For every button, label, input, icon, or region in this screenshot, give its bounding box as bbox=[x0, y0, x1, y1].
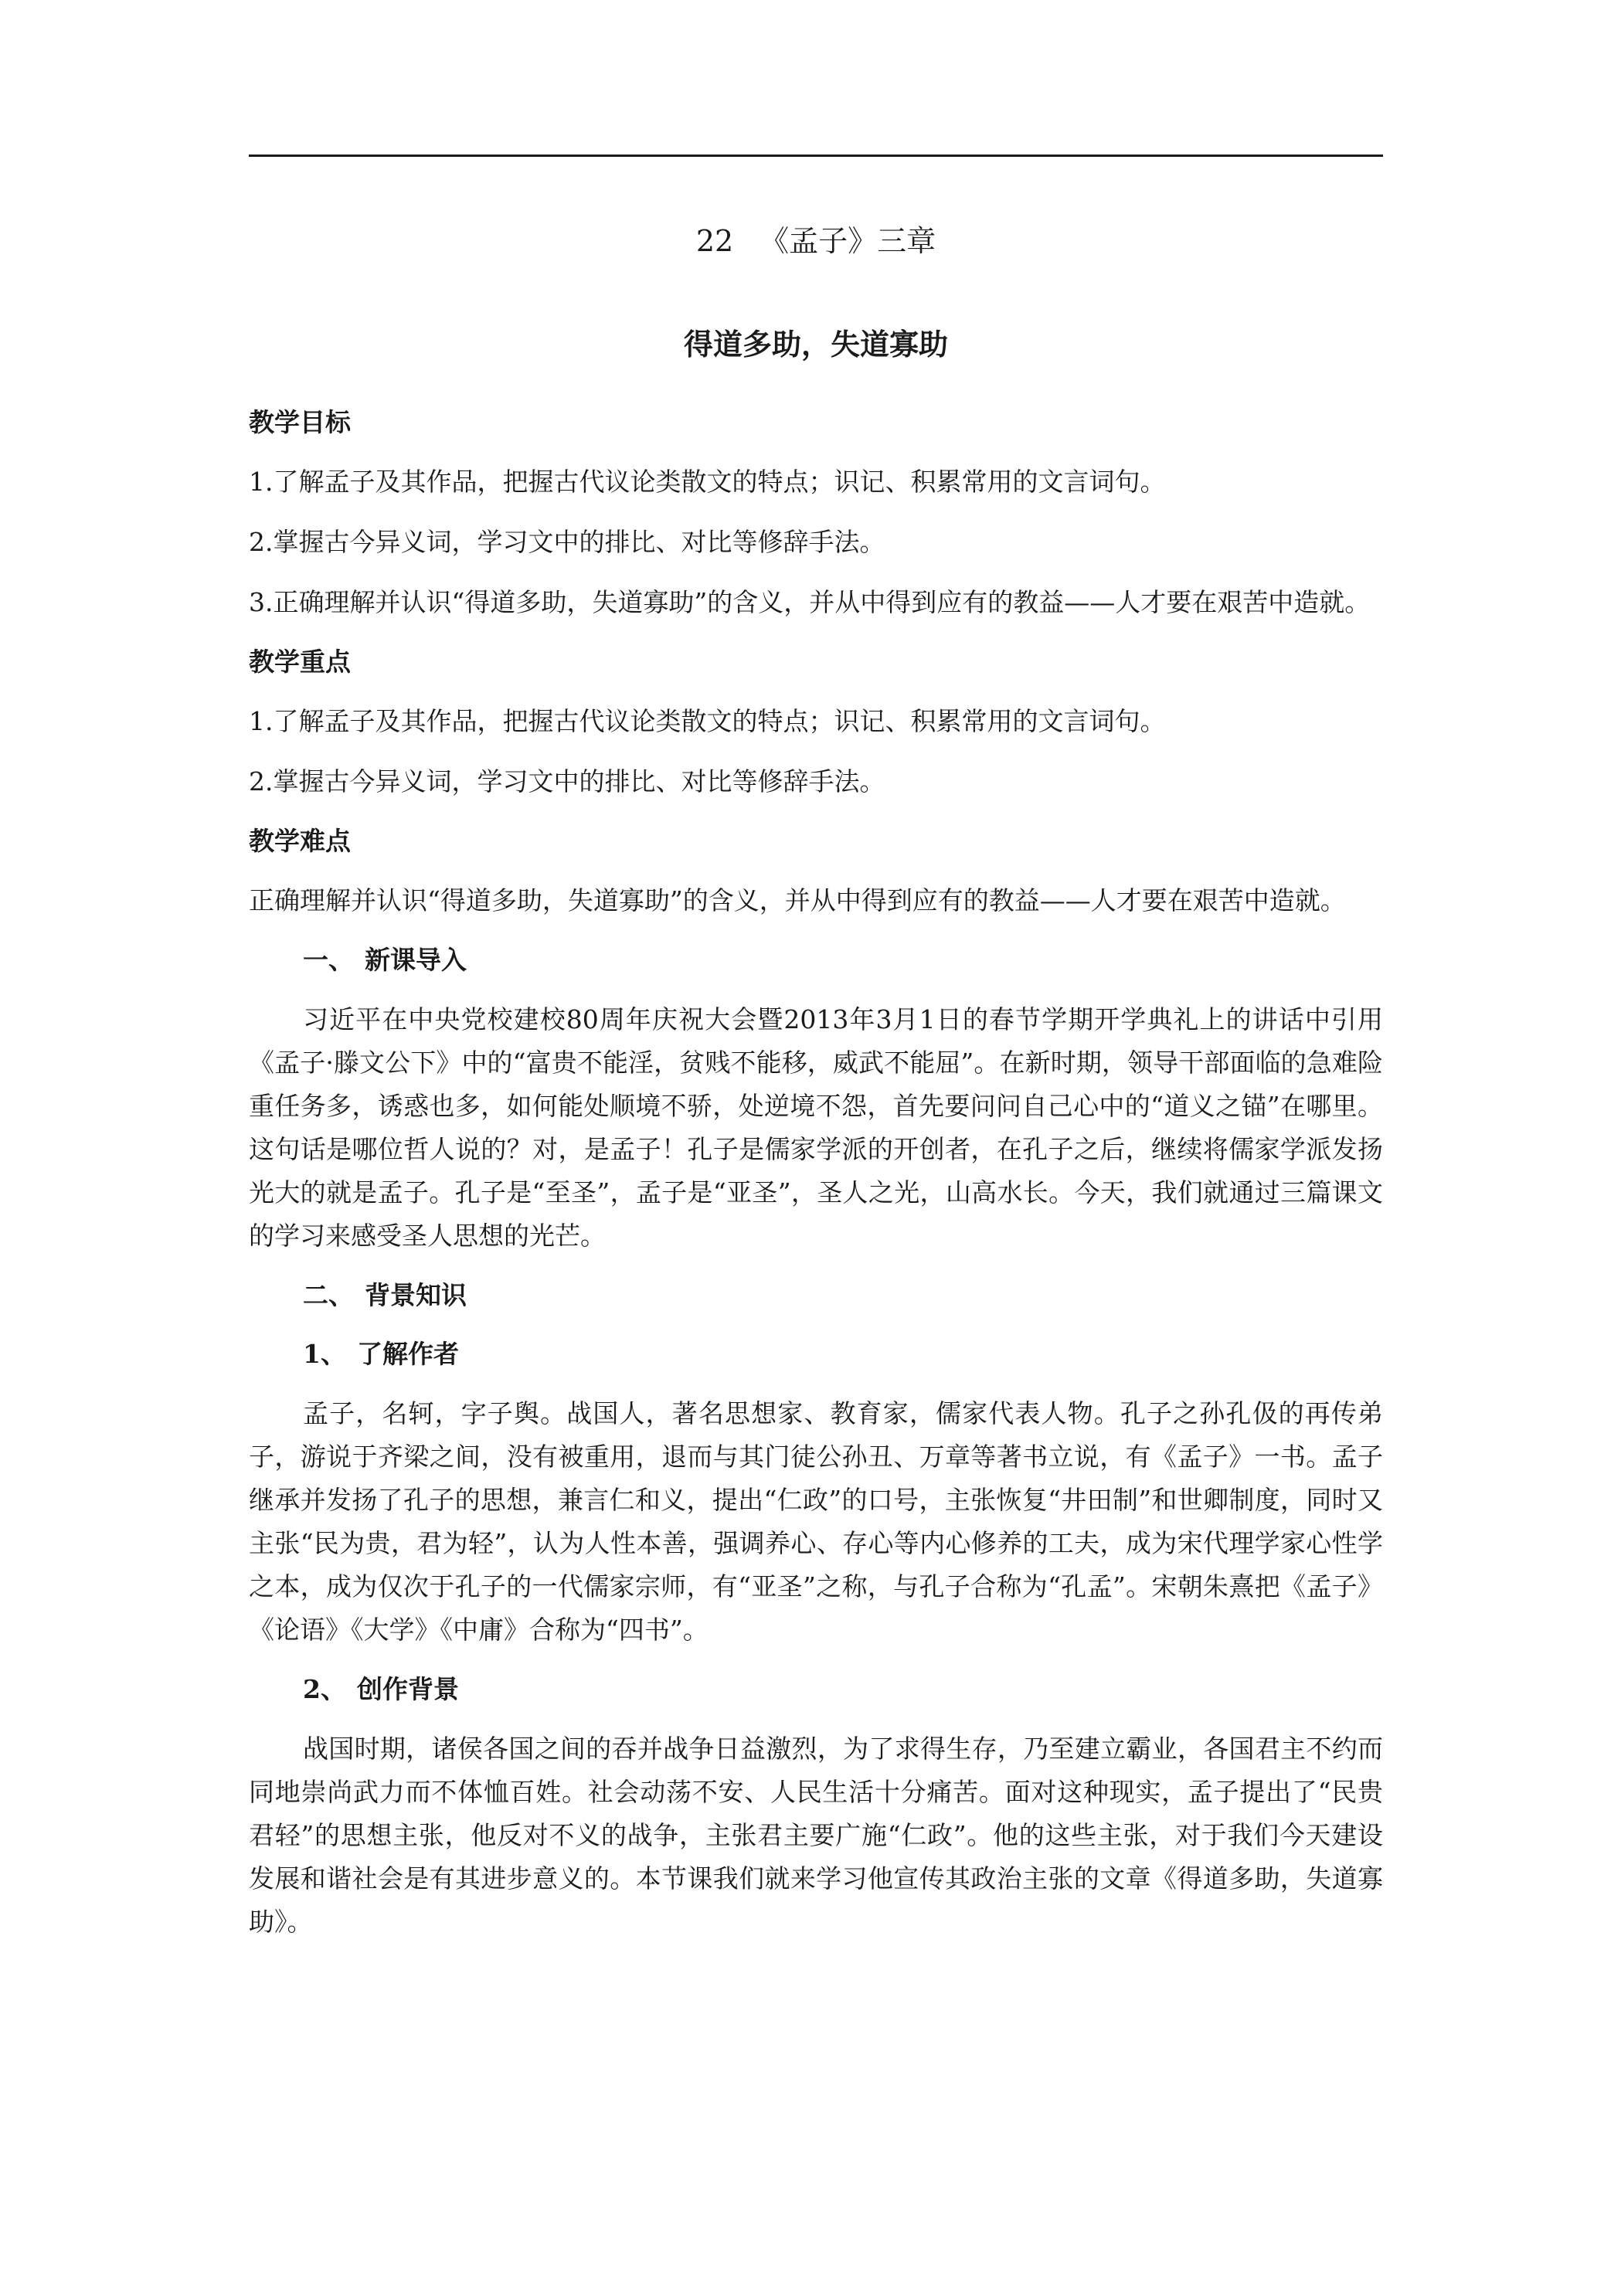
lesson-number: 22 bbox=[695, 224, 734, 258]
objective-item: 1.了解孟子及其作品，把握古代议论类散文的特点；识记、积累常用的文言词句。 bbox=[249, 467, 1166, 497]
intro-paragraph: 习近平在中央党校建校80周年庆祝大会暨2013年3月1日的春节学期开学典礼上的讲话中引用《孟子·滕文公下》中的“富贵不能淫，贫贱不能移，威武不能屈”。在新时期，领导干部面临的急难险重任务多，诱惑也多，如何能处顺境不骄，处逆境不怨，首先要问问自己心中的“道义之锚”在哪里。这句话是哪位哲人说的？对，是孟子！孔子是儒家学派的开创者，在孔子之后，继续将儒家学派发扬光大的就是孟子。孔子是“至圣”，孟子是“亚圣”，圣人之光，山高水长。今天，我们就通过三篇课文的学习来感受圣人思想的光芒。 bbox=[249, 1004, 1383, 1251]
subsection-heading-text: 了解作者 bbox=[356, 1339, 459, 1369]
difficulties-text: 正确理解并认识“得道多助，失道寡助”的含义，并从中得到应有的教益——人才要在艰苦中造就。 bbox=[249, 885, 1346, 915]
subsection-heading-prefix: 2、 bbox=[303, 1674, 346, 1704]
section-heading-text: 背景知识 bbox=[365, 1280, 467, 1310]
key-point-item: 2.掌握古今异义词，学习文中的排比、对比等修辞手法。 bbox=[249, 766, 885, 796]
subsection-heading-text: 创作背景 bbox=[356, 1674, 459, 1704]
key-points-label: 教学重点 bbox=[249, 647, 351, 677]
subsection-heading-author bbox=[249, 1333, 1383, 1375]
section-heading-background bbox=[249, 1275, 1383, 1316]
key-point-item: 1.了解孟子及其作品，把握古代议论类散文的特点；识记、积累常用的文言词句。 bbox=[249, 706, 1166, 736]
objective-item: 3.正确理解并认识“得道多助，失道寡助”的含义，并从中得到应有的教益——人才要在艰苦中造就。 bbox=[249, 587, 1371, 617]
subsection-heading-context bbox=[249, 1669, 1383, 1710]
objectives-label: 教学目标 bbox=[249, 407, 351, 437]
lesson-title-text: 《孟子》三章 bbox=[760, 224, 936, 258]
difficulties-label: 教学难点 bbox=[249, 826, 351, 856]
section-heading-text: 新课导入 bbox=[365, 945, 467, 975]
author-paragraph: 孟子，名轲，字子舆。战国人，著名思想家、教育家，儒家代表人物。孔子之孙孔伋的再传弟子，游说于齐梁之间，没有被重用，退而与其门徒公孙丑、万章等著书立说，有《孟子》一书。孟子继承并发扬了孔子的思想，兼言仁和义，提出“仁政”的口号，主张恢复“井田制”和世卿制度，同时又主张“民为贵，君为轻”，认为人性本善，强调养心、存心等内心修养的工夫，成为宋代理学家心性学之本，成为仅次于孔子的一代儒家宗师，有“亚圣”之称，与孔子合称为“孔孟”。宋朝朱熹把《孟子》《论语》《大学》《中庸》合称为“四书”。 bbox=[249, 1398, 1383, 1645]
subsection-heading-prefix: 1、 bbox=[303, 1339, 346, 1369]
section-heading-prefix: 二、 bbox=[303, 1280, 354, 1310]
lesson-title bbox=[249, 219, 1383, 263]
section-heading-prefix: 一、 bbox=[303, 945, 354, 975]
context-paragraph: 战国时期，诸侯各国之间的吞并战争日益激烈，为了求得生存，乃至建立霸业，各国君主不约而同地崇尚武力而不体恤百姓。社会动荡不安、人民生活十分痛苦。面对这种现实，孟子提出了“民贵君轻”的思想主张，他反对不义的战争，主张君主要广施“仁政”。他的这些主张，对于我们今天建设发展和谐社会是有其进步意义的。本节课我们就来学习他宣传其政治主张的文章《得道多助，失道寡助》。 bbox=[249, 1734, 1383, 1937]
text-subtitle: 得道多助，失道寡助 bbox=[683, 327, 948, 362]
document-body bbox=[249, 402, 1383, 1961]
document-page bbox=[249, 0, 1383, 2296]
section-heading-intro bbox=[249, 939, 1383, 981]
header-rule bbox=[249, 155, 1383, 157]
objective-item: 2.掌握古今异义词，学习文中的排比、对比等修辞手法。 bbox=[249, 527, 885, 557]
